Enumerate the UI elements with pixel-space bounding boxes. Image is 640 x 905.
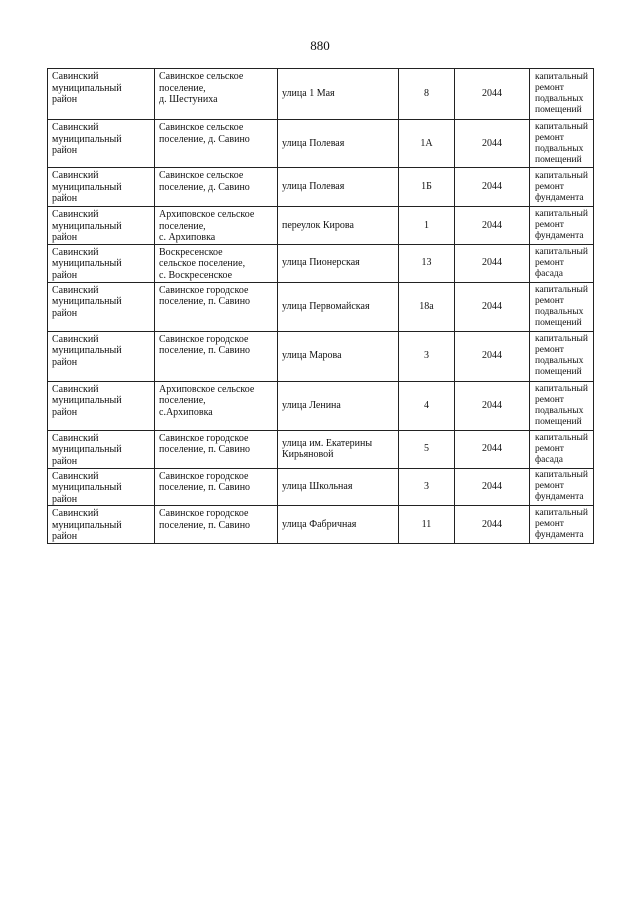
cell-year: 2044	[455, 430, 530, 468]
cell-street: улица Пионерская	[278, 244, 399, 282]
cell-work-type: капитальный ремонт фундамента	[530, 468, 594, 506]
table-row	[48, 207, 594, 245]
cell-settlement: Савинское городское поселение, п. Савино	[155, 468, 278, 506]
cell-work-type: капитальный ремонт подвальных помещений	[530, 331, 594, 381]
cell-district: Савинский муниципальный район	[48, 506, 155, 544]
cell-work-type: капитальный ремонт подвальных помещений	[530, 381, 594, 430]
cell-year: 2044	[455, 120, 530, 168]
capital-repair-table	[47, 68, 594, 544]
table-row	[48, 468, 594, 506]
cell-street: переулок Кирова	[278, 207, 399, 245]
cell-work-type: капитальный ремонт фундамента	[530, 207, 594, 245]
cell-house-number: 1	[399, 207, 455, 245]
cell-work-type: капитальный ремонт фундамента	[530, 506, 594, 544]
cell-house-number: 3	[399, 468, 455, 506]
cell-district: Савинский муниципальный район	[48, 168, 155, 207]
cell-work-type: капитальный ремонт подвальных помещений	[530, 69, 594, 120]
cell-street: улица Ленина	[278, 381, 399, 430]
cell-district: Савинский муниципальный район	[48, 430, 155, 468]
cell-district: Савинский муниципальный район	[48, 282, 155, 331]
cell-settlement: Архиповское сельское поселение, с. Архиповка	[155, 207, 278, 245]
cell-settlement: Савинское городское поселение, п. Савино	[155, 506, 278, 544]
cell-street: улица Школьная	[278, 468, 399, 506]
cell-house-number: 1А	[399, 120, 455, 168]
cell-district: Савинский муниципальный район	[48, 244, 155, 282]
cell-house-number: 1Б	[399, 168, 455, 207]
page-number: 880	[310, 38, 330, 53]
cell-settlement: Савинское сельское поселение, д. Савино	[155, 120, 278, 168]
table-row	[48, 120, 594, 168]
cell-work-type: капитальный ремонт подвальных помещений	[530, 282, 594, 331]
cell-work-type: капитальный ремонт подвальных помещений	[530, 120, 594, 168]
cell-settlement: Савинское городское поселение, п. Савино	[155, 430, 278, 468]
cell-street: улица Полевая	[278, 120, 399, 168]
cell-house-number: 3	[399, 331, 455, 381]
cell-district: Савинский муниципальный район	[48, 381, 155, 430]
cell-work-type: капитальный ремонт фасада	[530, 430, 594, 468]
cell-street: улица 1 Мая	[278, 69, 399, 120]
cell-street: улица им. Екатерины Кирьяновой	[278, 430, 399, 468]
cell-year: 2044	[455, 244, 530, 282]
cell-district: Савинский муниципальный район	[48, 69, 155, 120]
cell-street: улица Фабричная	[278, 506, 399, 544]
cell-work-type: капитальный ремонт фасада	[530, 244, 594, 282]
cell-house-number: 18а	[399, 282, 455, 331]
cell-year: 2044	[455, 69, 530, 120]
cell-work-type: капитальный ремонт фундамента	[530, 168, 594, 207]
cell-settlement: Савинское сельское поселение, д. Шестуниха	[155, 69, 278, 120]
cell-settlement: Воскресенское сельское поселение, с. Воскресенское	[155, 244, 278, 282]
table-row	[48, 244, 594, 282]
cell-year: 2044	[455, 468, 530, 506]
cell-house-number: 11	[399, 506, 455, 544]
table-row	[48, 69, 594, 120]
table-row	[48, 430, 594, 468]
cell-house-number: 13	[399, 244, 455, 282]
cell-settlement: Савинское городское поселение, п. Савино	[155, 331, 278, 381]
cell-year: 2044	[455, 207, 530, 245]
cell-street: улица Марова	[278, 331, 399, 381]
table-row	[48, 282, 594, 331]
cell-year: 2044	[455, 331, 530, 381]
cell-year: 2044	[455, 168, 530, 207]
cell-settlement: Архиповское сельское поселение, с.Архиповка	[155, 381, 278, 430]
cell-street: улица Полевая	[278, 168, 399, 207]
cell-district: Савинский муниципальный район	[48, 120, 155, 168]
cell-settlement: Савинское сельское поселение, д. Савино	[155, 168, 278, 207]
cell-house-number: 5	[399, 430, 455, 468]
cell-house-number: 8	[399, 69, 455, 120]
cell-street: улица Первомайская	[278, 282, 399, 331]
cell-year: 2044	[455, 282, 530, 331]
cell-district: Савинский муниципальный район	[48, 207, 155, 245]
cell-district: Савинский муниципальный район	[48, 331, 155, 381]
cell-house-number: 4	[399, 381, 455, 430]
table-row	[48, 331, 594, 381]
table-row	[48, 168, 594, 207]
cell-district: Савинский муниципальный район	[48, 468, 155, 506]
cell-settlement: Савинское городское поселение, п. Савино	[155, 282, 278, 331]
table-row	[48, 506, 594, 544]
table-body	[48, 69, 594, 544]
cell-year: 2044	[455, 381, 530, 430]
table-row	[48, 381, 594, 430]
cell-year: 2044	[455, 506, 530, 544]
